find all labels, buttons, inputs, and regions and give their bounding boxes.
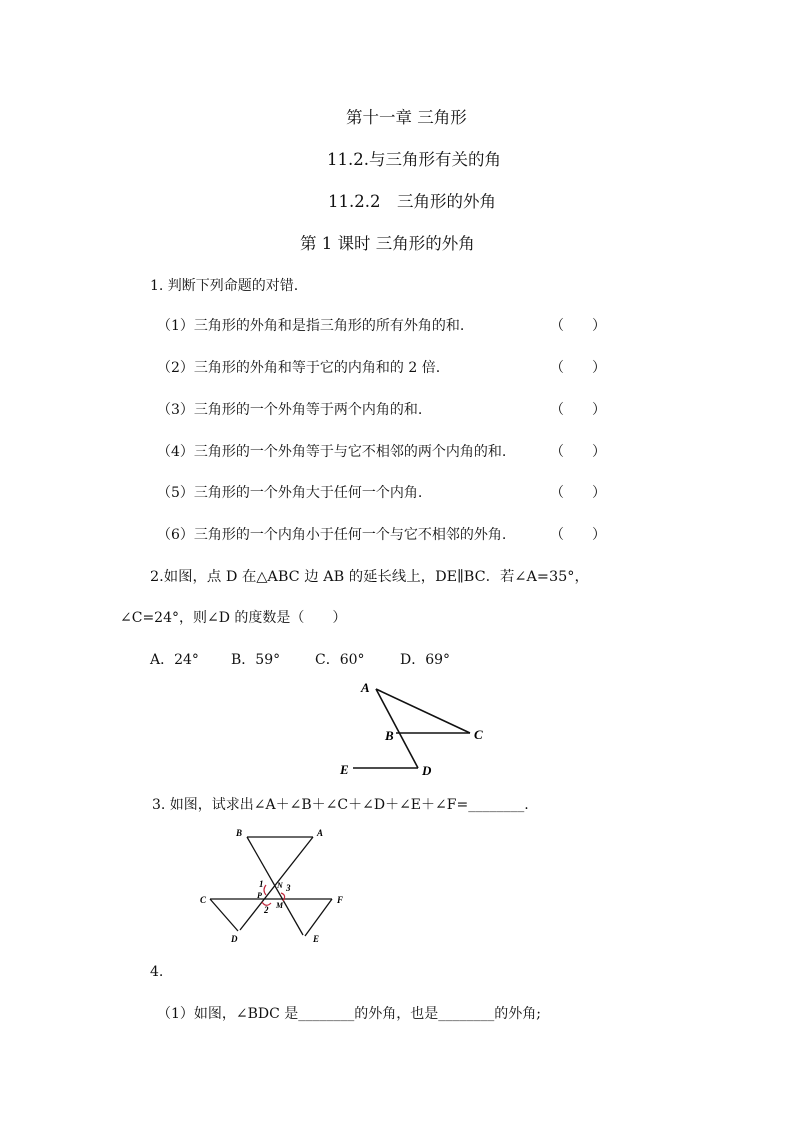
q2-stem-line-1: 2.如图，点 D 在△ABC 边 AB 的延长线上，DE∥BC．若∠A=35°， <box>150 569 589 585</box>
q1-item-6: （6）三角形的一个内角小于任何一个与它不相邻的外角. <box>157 527 507 543</box>
label-3: 3 <box>286 883 291 893</box>
q1-answer-bracket-2[interactable]: （ ） <box>550 360 606 376</box>
angle-3-arc <box>281 893 285 901</box>
q2-option-b[interactable]: B．59° <box>231 652 281 668</box>
q1-item-2: （2）三角形的外角和等于它的内角和的 2 倍. <box>157 360 441 376</box>
label-a: A <box>317 828 324 838</box>
label-b: B <box>236 828 243 838</box>
q1-item-1: （1）三角形的外角和是指三角形的所有外角的和. <box>157 318 465 334</box>
q2-option-c[interactable]: C．60° <box>315 652 365 668</box>
q1-item-3: （3）三角形的一个外角等于两个内角的和. <box>157 402 423 418</box>
label-f: F <box>337 895 344 905</box>
section-title: 11.2.与三角形有关的角 <box>327 150 501 169</box>
q1-answer-bracket-5[interactable]: （ ） <box>550 485 606 501</box>
subsection-title: 11.2.2 三角形的外角 <box>328 192 496 211</box>
label-c: C <box>474 727 483 742</box>
lesson-title: 第 1 课时 三角形的外角 <box>300 234 475 253</box>
label-m: M <box>276 901 284 910</box>
q1-item-4: （4）三角形的一个外角等于与它不相邻的两个内角的和. <box>157 444 507 460</box>
segment-b-cross <box>247 837 303 935</box>
label-1: 1 <box>259 879 264 889</box>
label-a: A <box>361 680 370 695</box>
q2-option-d[interactable]: D．69° <box>400 652 451 668</box>
q1-answer-bracket-1[interactable]: （ ） <box>550 318 606 334</box>
q4-number: 4. <box>150 964 164 980</box>
q4-part-1: （1）如图，∠BDC 是________的外角，也是________的外角; <box>157 1006 542 1022</box>
label-d: D <box>422 763 432 778</box>
q1-answer-bracket-3[interactable]: （ ） <box>550 402 606 418</box>
q1-answer-bracket-4[interactable]: （ ） <box>550 444 606 460</box>
q1-answer-bracket-6[interactable]: （ ） <box>550 527 606 543</box>
segment-fe <box>305 899 332 936</box>
segment-cd <box>210 899 238 931</box>
label-n: N <box>277 881 283 890</box>
label-c: C <box>200 895 207 905</box>
label-d: D <box>231 934 238 944</box>
segment-ac <box>376 689 470 733</box>
label-e: E <box>313 934 320 944</box>
q2-option-a[interactable]: A．24° <box>150 652 199 668</box>
label-e: E <box>340 762 349 777</box>
segment-ad <box>376 689 418 768</box>
label-p: P <box>257 891 262 900</box>
q1-item-5: （5）三角形的一个外角大于任何一个内角. <box>157 485 423 501</box>
label-2: 2 <box>264 905 269 915</box>
chapter-title: 第十一章 三角形 <box>346 108 467 127</box>
label-b: B <box>385 728 394 743</box>
angle-1-arc <box>264 885 266 895</box>
angle-2-arc <box>262 902 271 905</box>
segment-a-cross <box>240 837 313 930</box>
q1-stem: 1. 判断下列命题的对错. <box>150 278 299 294</box>
q3-stem: 3. 如图，试求出∠A＋∠B＋∠C＋∠D＋∠E＋∠F=________. <box>152 797 529 813</box>
q2-stem-line-2: ∠C=24°，则∠D 的度数是（ ） <box>120 610 347 626</box>
